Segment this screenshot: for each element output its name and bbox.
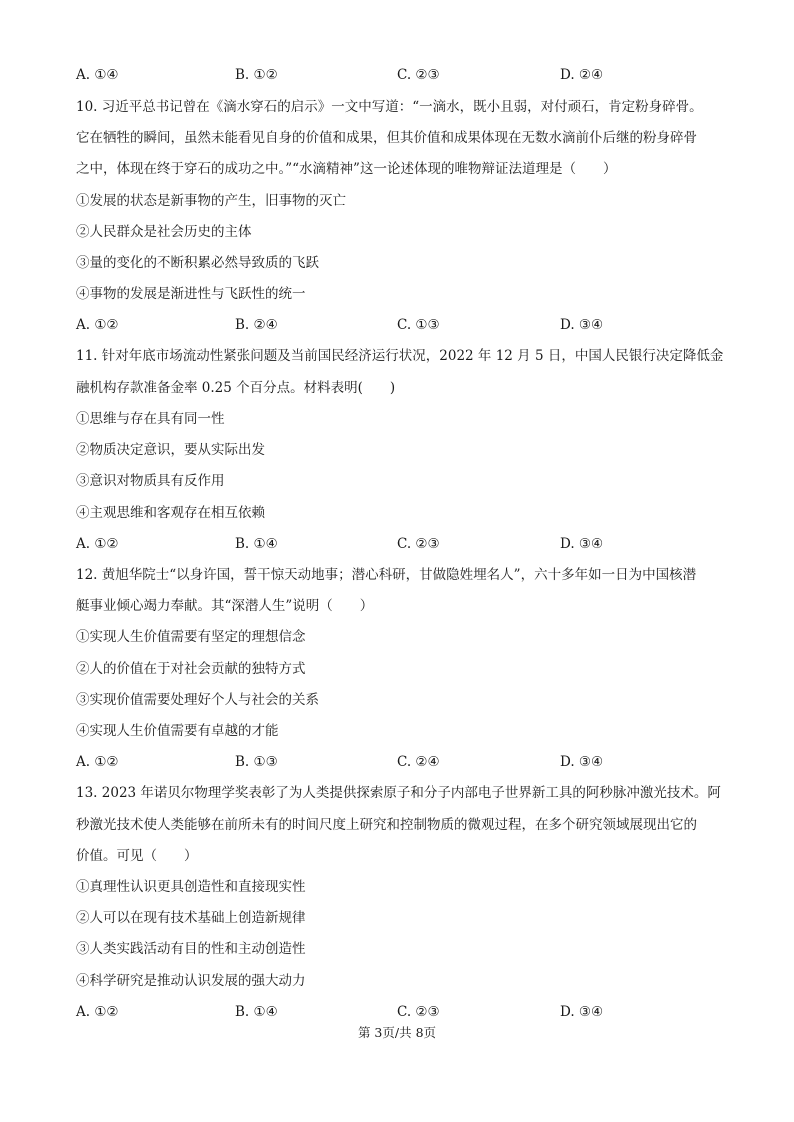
option-c: C. ②③ [397, 67, 440, 83]
q12-options [76, 753, 636, 771]
q12-stem-line-2: 艇事业倾心竭力奉献。其“深潜人生”说明（ ） [76, 598, 374, 614]
q13-options [76, 1003, 636, 1021]
q11-item-3: ③意识对物质具有反作用 [76, 473, 225, 489]
q12-item-2: ②人的价值在于对社会贡献的独特方式 [76, 661, 306, 677]
q11-item-4: ④主观思维和客观存在相互依赖 [76, 505, 265, 521]
option-b: B. ①④ [235, 536, 278, 552]
option-d: D. ③④ [560, 754, 604, 770]
option-c: C. ②③ [397, 536, 440, 552]
q10-item-3: ③量的变化的不断积累必然导致质的飞跃 [76, 255, 319, 271]
option-a: A. ①④ [76, 67, 119, 83]
option-c: C. ②④ [397, 754, 440, 770]
q11-stem-line-2: 融机构存款准备金率 0.25 个百分点。材料表明( ) [76, 380, 396, 396]
q10-item-4: ④事物的发展是渐进性与飞跃性的统一 [76, 286, 306, 302]
option-a: A. ①② [76, 754, 119, 770]
option-c: C. ②③ [397, 1004, 440, 1020]
q10-stem-line-3: 之中，体现在终于穿石的成功之中。”“水滴精神”这一论述体现的唯物辩证法道理是（ ） [76, 161, 617, 177]
q11-stem-line-1: 11. 针对年底市场流动性紧张问题及当前国民经济运行状况，2022 年 12 月 5 日，中国人民银行决定降低金 [76, 348, 724, 364]
page-number-footer: 第 3页/共 8页 [357, 1025, 437, 1040]
q10-stem-line-2: 它在牺牲的瞬间，虽然未能看见自身的价值和成果，但其价值和成果体现在无数水滴前仆后继的粉身碎骨 [76, 130, 697, 146]
q13-item-1: ①真理性认识更具创造性和直接现实性 [76, 879, 306, 895]
option-d: D. ③④ [560, 317, 604, 333]
option-b: B. ①② [235, 67, 278, 83]
q11-options [76, 535, 636, 553]
q13-item-2: ②人可以在现有技术基础上创造新规律 [76, 910, 306, 926]
q11-item-1: ①思维与存在具有同一性 [76, 411, 225, 427]
option-a: A. ①② [76, 317, 119, 333]
q11-item-2: ②物质决定意识，要从实际出发 [76, 442, 265, 458]
q10-item-1: ①发展的状态是新事物的产生，旧事物的灭亡 [76, 193, 346, 209]
q9-options [76, 66, 636, 84]
q10-item-2: ②人民群众是社会历史的主体 [76, 224, 252, 240]
q13-stem-line-3: 价值。可见（ ） [76, 848, 198, 864]
option-a: A. ①② [76, 1004, 119, 1020]
option-d: D. ③④ [560, 1004, 604, 1020]
option-b: B. ①③ [235, 754, 278, 770]
option-b: B. ②④ [235, 317, 278, 333]
q12-item-3: ③实现价值需要处理好个人与社会的关系 [76, 692, 319, 708]
q13-item-4: ④科学研究是推动认识发展的强大动力 [76, 973, 306, 989]
option-c: C. ①③ [397, 317, 440, 333]
q12-stem-line-1: 12. 黄旭华院士“以身许国，誓干惊天动地事；潜心科研，甘做隐姓埋名人”，六十多年如一日为中国核潜 [76, 567, 697, 583]
option-a: A. ①② [76, 536, 119, 552]
option-b: B. ①④ [235, 1004, 278, 1020]
q13-stem-line-2: 秒激光技术使人类能够在前所未有的时间尺度上研究和控制物质的微观过程，在多个研究领域展现出它的 [76, 817, 697, 833]
option-d: D. ③④ [560, 536, 604, 552]
q13-item-3: ③人类实践活动有目的性和主动创造性 [76, 941, 306, 957]
q12-item-4: ④实现人生价值需要有卓越的才能 [76, 723, 279, 739]
q10-stem-line-1: 10. 习近平总书记曾在《滴水穿石的启示》一文中写道：“一滴水，既小且弱，对付顽石，肯定粉身碎骨。 [76, 99, 703, 115]
q10-options [76, 316, 636, 334]
option-d: D. ②④ [560, 67, 604, 83]
q12-item-1: ①实现人生价值需要有坚定的理想信念 [76, 629, 306, 645]
q13-stem-line-1: 13. 2023 年诺贝尔物理学奖表彰了为人类提供探索原子和分子内部电子世界新工具的阿秒脉冲激光技术。阿 [76, 785, 721, 801]
